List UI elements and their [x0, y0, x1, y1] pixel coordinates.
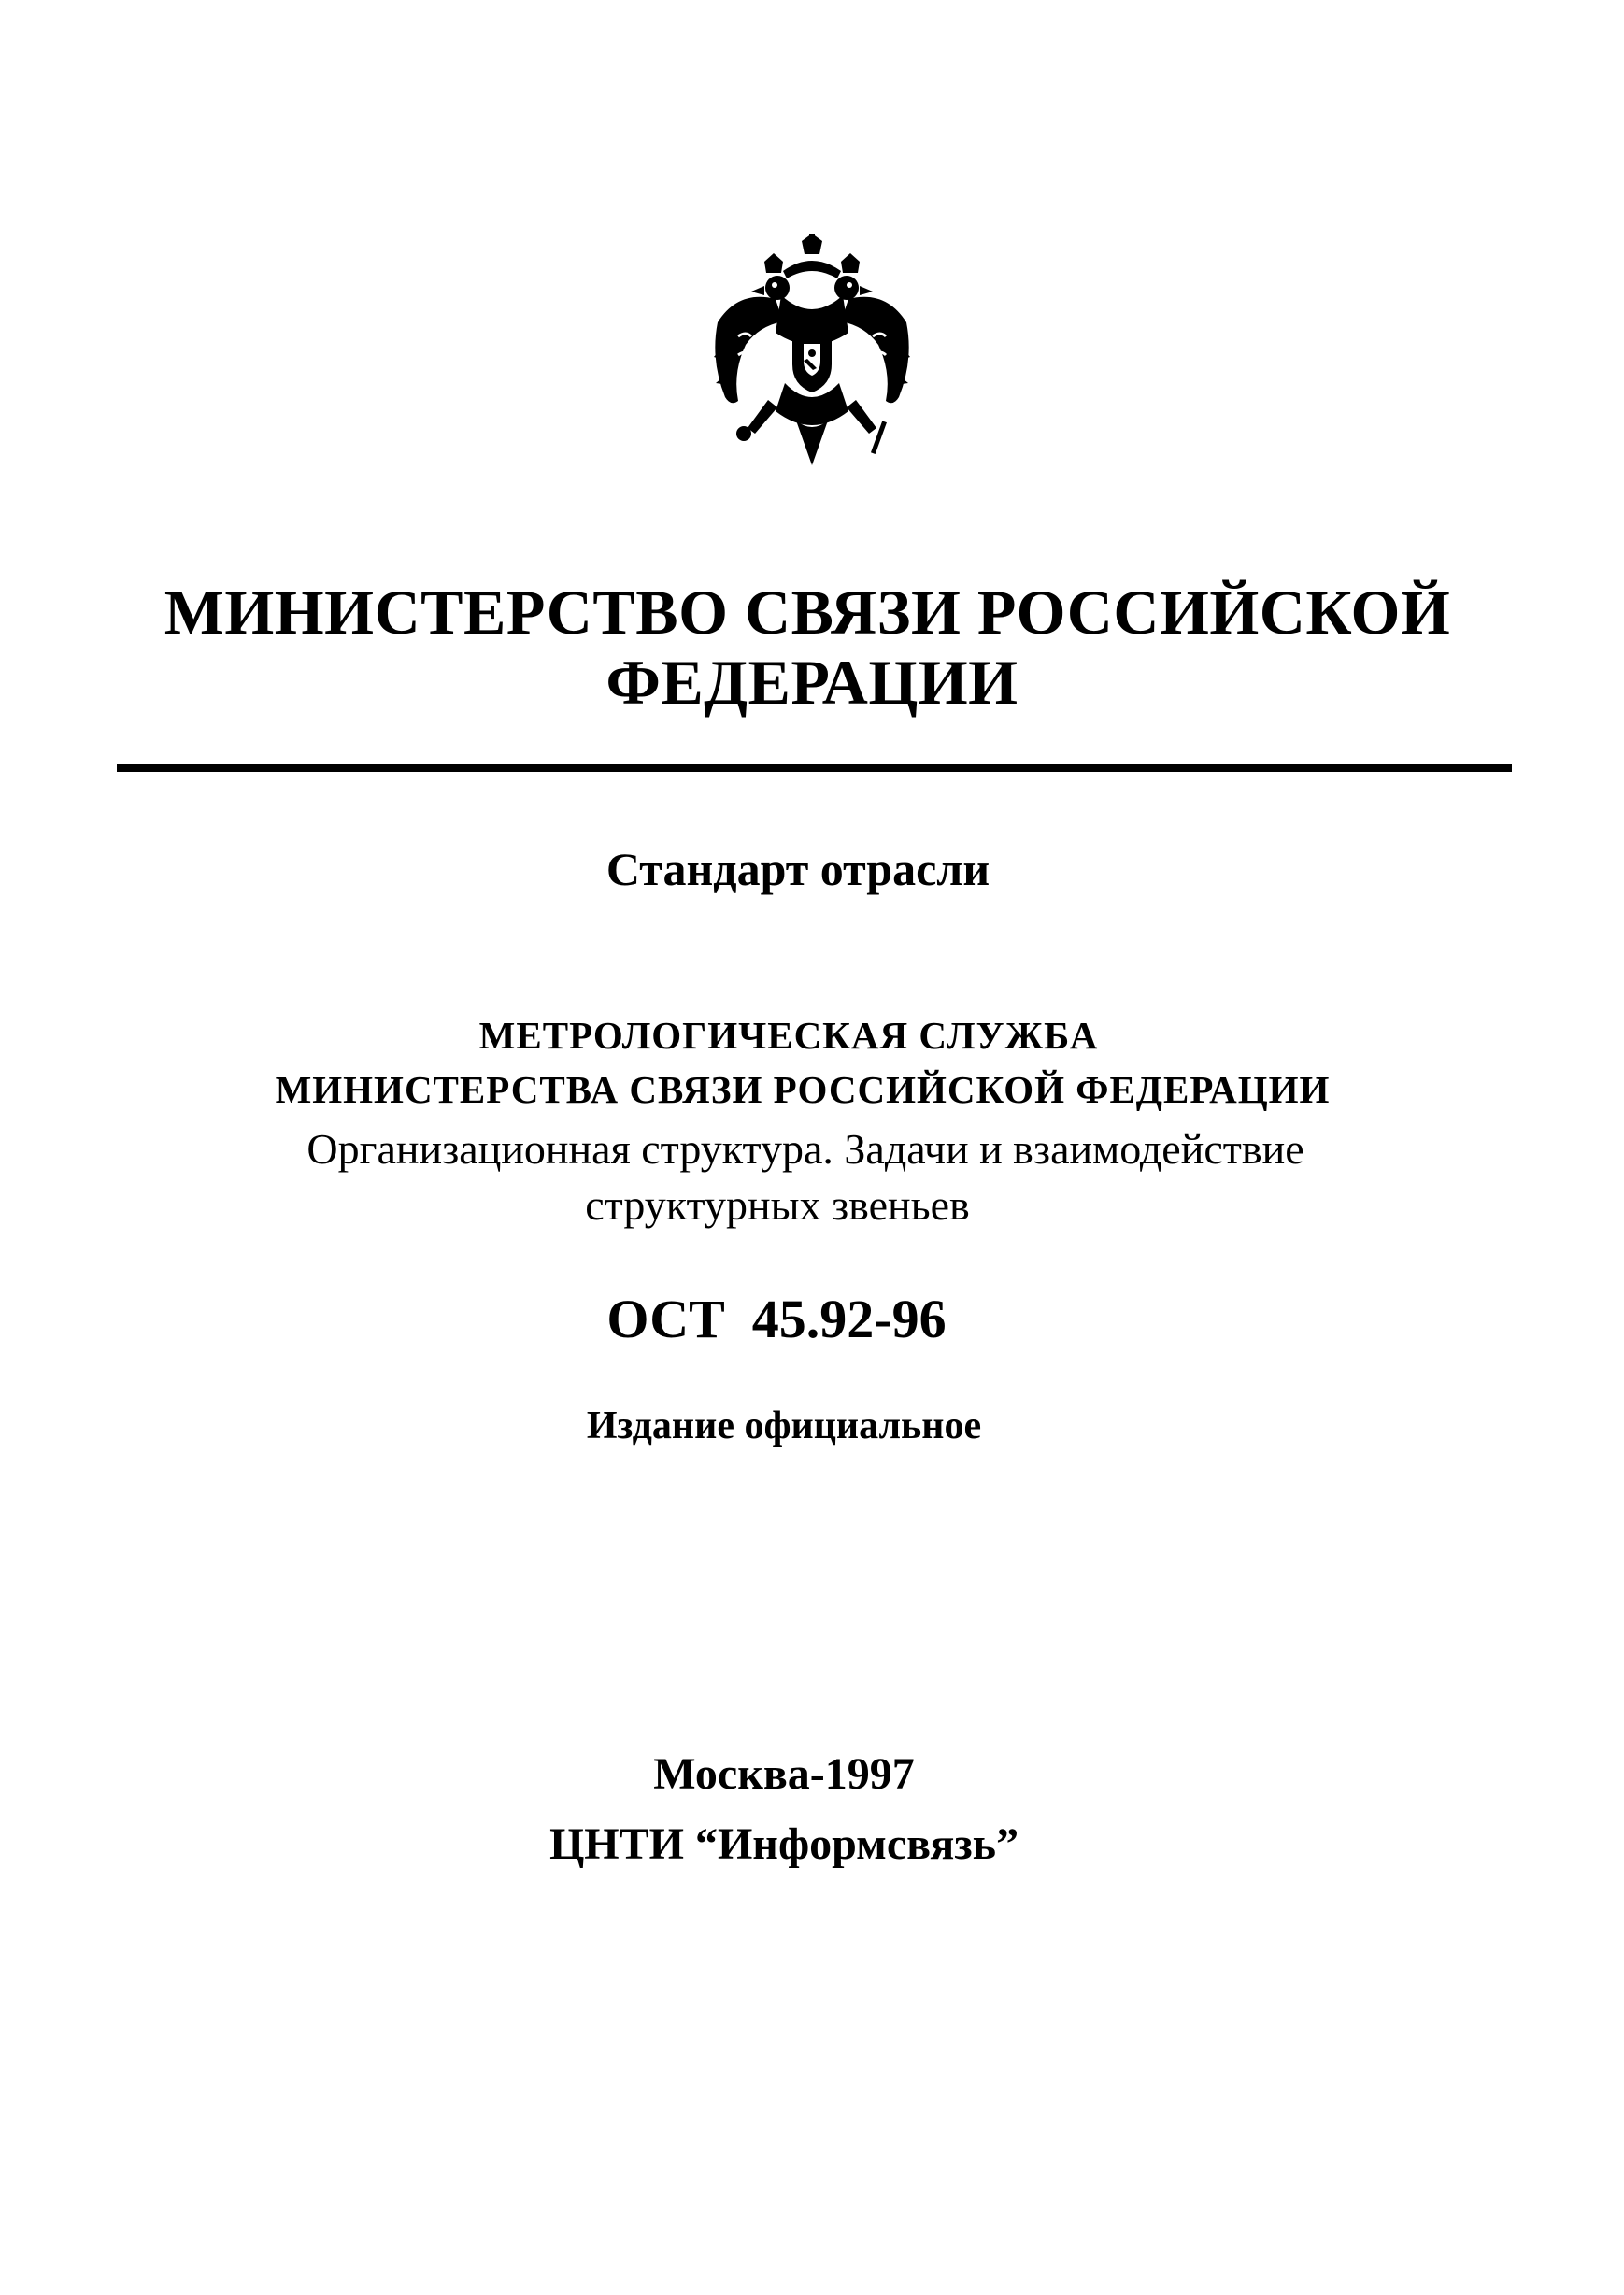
document-title-line1: МЕТРОЛОГИЧЕСКАЯ СЛУЖБА: [478, 1014, 1099, 1057]
standard-code: ОСТ 45.92-96: [606, 1289, 947, 1349]
standard-type: Стандарт отрасли: [605, 843, 990, 895]
ministry-title-line2: ФЕДЕРАЦИИ: [605, 647, 1019, 718]
edition-label: Издание официальное: [586, 1404, 982, 1447]
russian-coat-of-arms-icon: [710, 234, 914, 467]
document-subtitle-line2: структурных звеньев: [585, 1181, 970, 1229]
horizontal-divider: [117, 764, 1512, 772]
document-subtitle-line1: Организационная структура. Задачи и взаимодействие: [306, 1125, 1304, 1173]
publisher: ЦНТИ “Информсвязь”: [548, 1819, 1019, 1869]
ministry-title-line1: МИНИСТЕРСТВО СВЯЗИ РОССИЙСКОЙ: [164, 577, 1451, 648]
document-title-line2: МИНИСТЕРСТВА СВЯЗИ РОССИЙСКОЙ ФЕДЕРАЦИИ: [275, 1068, 1331, 1111]
city-year: Москва-1997: [653, 1749, 915, 1799]
